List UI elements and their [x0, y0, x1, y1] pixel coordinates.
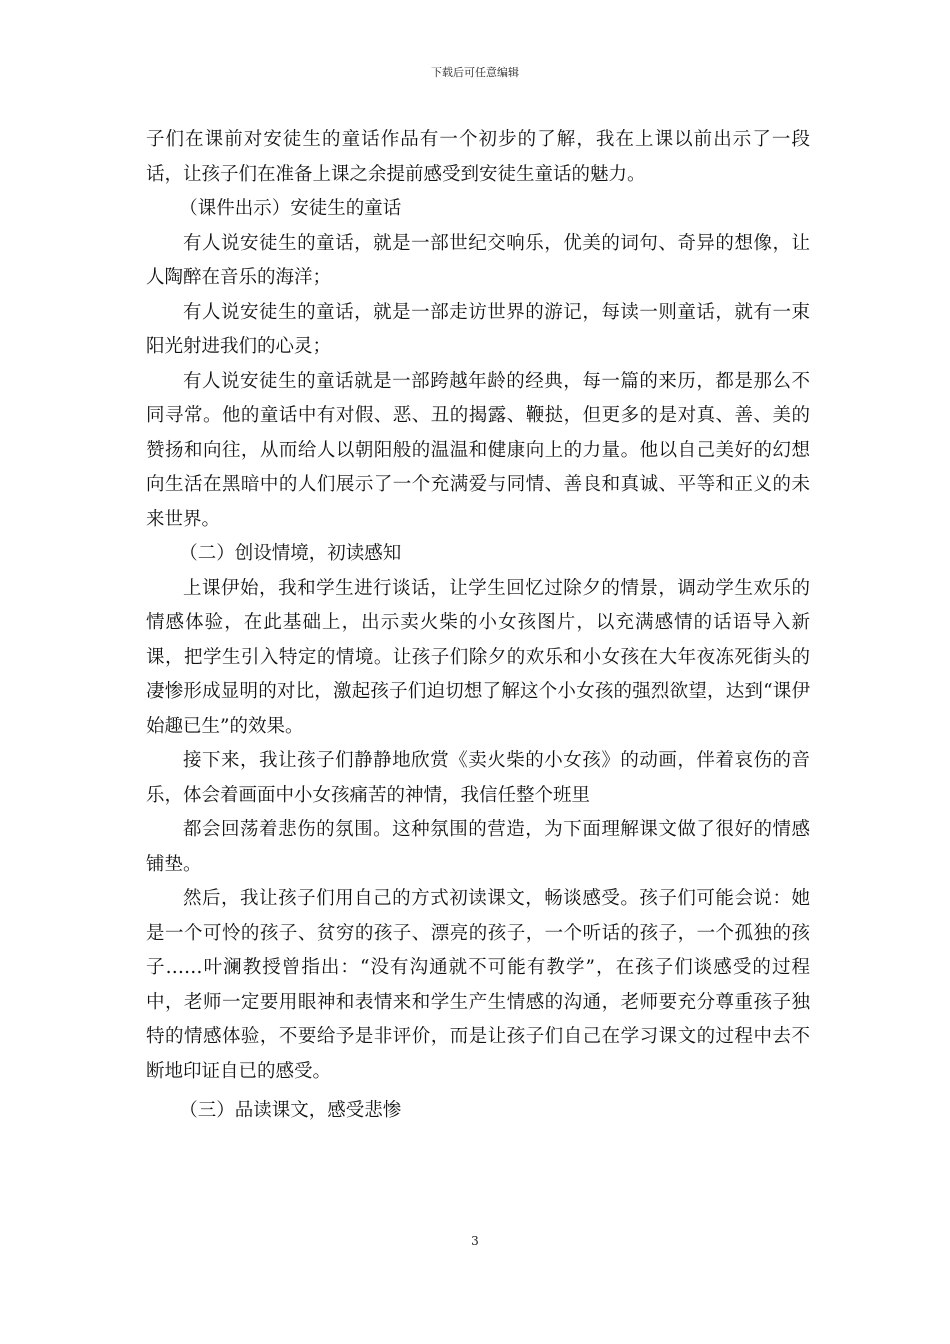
section-heading-3: （三）品读课文，感受悲惨: [179, 1100, 402, 1121]
page-number: 3: [471, 1234, 479, 1248]
paragraph-classic: 有人说安徒生的童话就是一部跨越年龄的经典，每一篇的来历，都是那么不同寻常。他的童话中有对假、恶、丑的揭露、鞭挞，但更多的是对真、善、美的赞扬和向往，从而给人以朝阳般的温温和健康向上的力量。他以自己美好的幻想向生活在黑暗中的人们展示了一个充满爱与同情、善良和真诚、平等和正义的未来世界。: [146, 370, 810, 530]
paragraph-animation: 接下来，我让孩子们静静地欣赏《卖火柴的小女孩》的动画，伴着哀伤的音乐，体会着画面中小女孩痛苦的神情，我信任整个班里: [146, 750, 810, 806]
paragraph-continuation: 子们在课前对安徒生的童话作品有一个初步的了解，我在上课以前出示了一段话，让孩子们在准备上课之余提前感受到安徒生童话的魅力。: [146, 129, 810, 185]
paragraph-travelogue: 有人说安徒生的童话，就是一部走访世界的游记，每读一则童话，就有一束阳光射进我们的心灵；: [146, 301, 810, 357]
page-header: 下载后可任意编辑: [431, 66, 519, 79]
paragraph-symphony: 有人说安徒生的童话，就是一部世纪交响乐，优美的词句、奇异的想像，让人陶醉在音乐的海洋；: [146, 232, 810, 288]
document-body: [146, 123, 810, 1129]
paragraph-atmosphere: 都会回荡着悲伤的氛围。这种氛围的营造，为下面理解课文做了很好的情感铺垫。: [146, 819, 810, 875]
paragraph-first-reading: 然后，我让孩子们用自己的方式初读课文，畅谈感受。孩子们可能会说：她是一个可怜的孩子、贫穷的孩子、漂亮的孩子，一个听话的孩子，一个孤独的孩子……叶澜教授曾指出：“没有沟通就不可能有教学”，在孩子们谈感受的过程中，老师一定要用眼神和表情来和学生产生情感的沟通，老师要充分尊重孩子独特的情感体验，不要给予是非评价，而是让孩子们自己在学习课文的过程中去不断地印证自已的感受。: [146, 888, 810, 1082]
section-heading-2: （二）创设情境，初读感知: [179, 543, 402, 564]
paragraph-lesson-start: 上课伊始，我和学生进行谈话，让学生回忆过除夕的情景，调动学生欢乐的情感体验，在此基础上，出示卖火柴的小女孩图片，以充满感情的话语导入新课，把学生引入特定的情境。让孩子们除夕的欢乐和小女孩在大年夜冻死街头的凄惨形成显明的对比，激起孩子们迫切想了解这个小女孩的强烈欲望，达到“课伊始趣已生”的效果。: [146, 577, 810, 737]
courseware-heading: （课件出示）安徒生的童话: [179, 198, 402, 219]
